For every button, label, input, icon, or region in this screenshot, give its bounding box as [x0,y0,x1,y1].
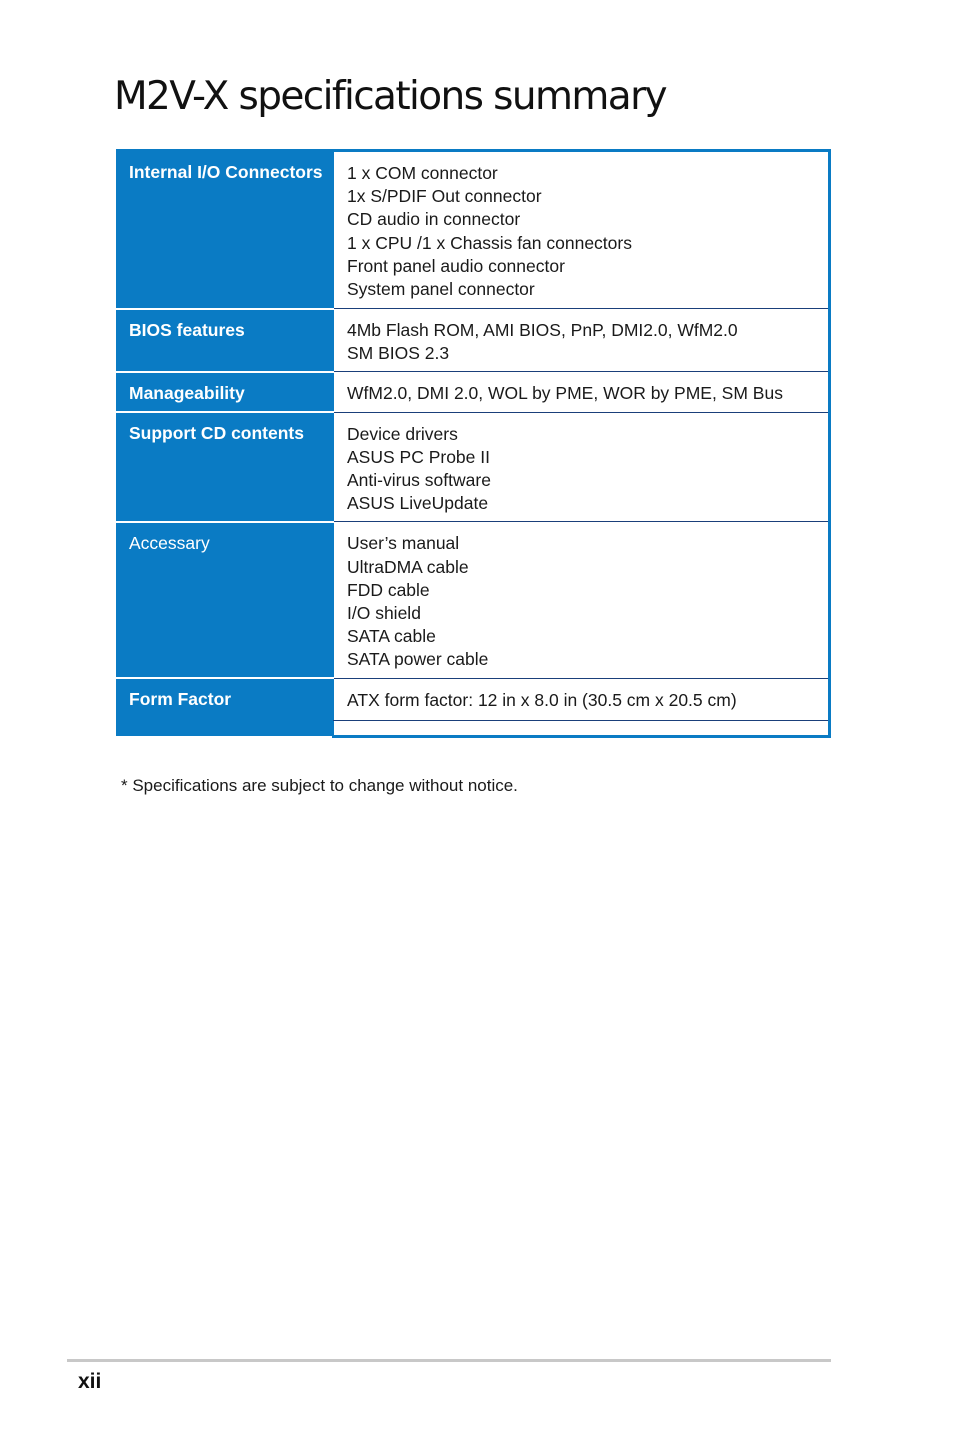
specifications-table [116,149,831,738]
spec-row-manageability [116,372,830,412]
spec-label: Support CD contents [116,412,333,522]
spec-row-bios [116,309,830,372]
spec-value: 4Mb Flash ROM, AMI BIOS, PnP, DMI2.0, WfM2.0 [347,320,738,340]
spec-value: ASUS LiveUpdate [347,493,489,514]
spec-value: FDD cable [347,579,430,600]
spec-values [333,151,830,309]
spec-label: Form Factor [116,678,333,736]
spec-value: Device drivers [347,423,458,444]
spec-value: Anti-virus software [347,470,491,491]
spec-values [333,678,830,736]
spec-row-internal-io [116,151,830,309]
page-title: M2V-X specifications summary [114,74,667,119]
table-bottom-rule [333,720,828,721]
footer-divider [67,1359,831,1362]
spec-label: Manageability [116,372,333,412]
spec-value: SATA cable [347,626,436,647]
spec-label: Accessary [116,522,333,678]
spec-value: User’s manual [347,533,460,554]
spec-value: 1 x CPU /1 x Chassis fan connectors [347,232,632,253]
page-number: xii [78,1370,102,1393]
spec-label: BIOS features [116,309,333,372]
spec-values [333,372,830,412]
spec-value: CD audio in connector [347,209,521,230]
spec-value: SATA power cable [347,649,489,670]
spec-value: Front panel audio connector [347,255,565,276]
spec-values [333,309,830,372]
spec-row-support-cd [116,412,830,522]
spec-value: UltraDMA cable [347,556,469,577]
spec-row-accessary [116,522,830,678]
spec-value: ASUS PC Probe II [347,446,490,467]
footnote: * Specifications are subject to change without notice. [121,776,518,795]
spec-value: WfM2.0, DMI 2.0, WOL by PME, WOR by PME, SM Bus [347,383,783,404]
spec-value: 1 x COM connector [347,163,498,183]
spec-values [333,412,830,522]
spec-value: SM BIOS 2.3 [347,343,450,364]
spec-value: System panel connector [347,279,535,300]
spec-label: Internal I/O Connectors [116,151,333,309]
spec-value: ATX form factor: 12 in x 8.0 in (30.5 cm x 20.5 cm) [347,689,737,710]
spec-row-form-factor [116,678,830,736]
spec-value: 1x S/PDIF Out connector [347,186,542,207]
spec-value: I/O shield [347,603,421,624]
spec-values [333,522,830,678]
